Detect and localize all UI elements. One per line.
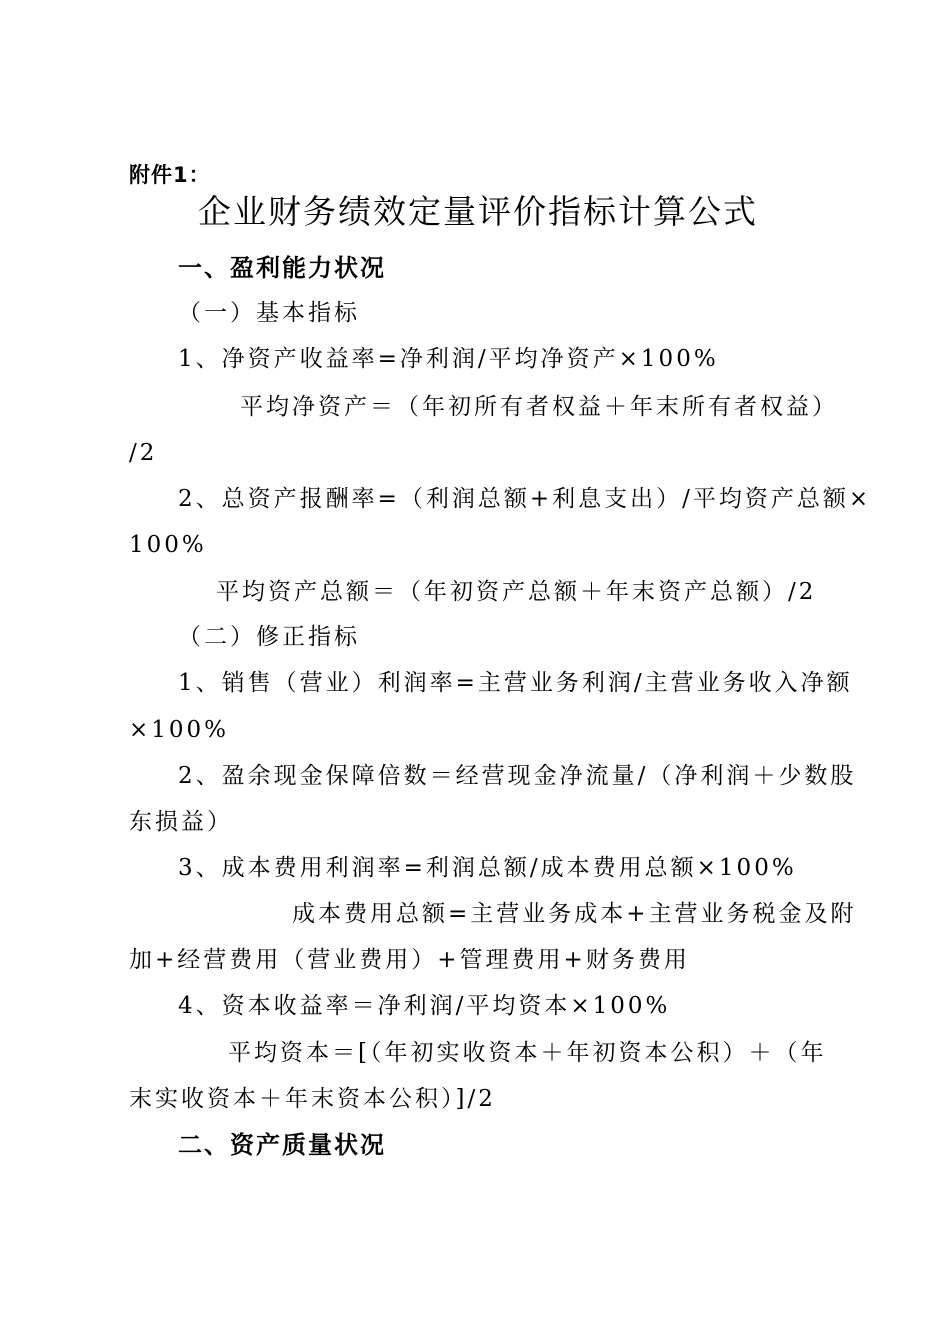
formula-roa: 2、总资产报酬率=（利润总额+利息支出）/平均资产总额× xyxy=(178,486,872,512)
page-title: 企业财务绩效定量评价指标计算公式 xyxy=(198,192,758,231)
formula-total-cost: 成本费用总额=主营业务成本+主营业务税金及附 xyxy=(292,901,857,927)
formula-avg-total-assets: 平均资产总额＝（年初资产总额＋年末资产总额）/2 xyxy=(216,579,817,605)
formula-avg-net-assets-cont: /2 xyxy=(129,440,158,466)
formula-avg-net-assets: 平均净资产＝（年初所有者权益＋年末所有者权益） xyxy=(240,394,838,420)
formula-capital-return: 4、资本收益率＝净利润/平均资本×100% xyxy=(178,993,671,1019)
formula-cash-coverage: 2、盈余现金保障倍数＝经营现金净流量/（净利润＋少数股 xyxy=(178,763,857,789)
formula-roa-cont: 100% xyxy=(129,532,207,558)
formula-avg-capital-cont: 末实收资本＋年末资本公积）]/2 xyxy=(129,1086,496,1112)
section-heading-asset-quality: 二、资产质量状况 xyxy=(178,1131,386,1159)
formula-total-cost-cont: 加+经营费用（营业费用）+管理费用+财务费用 xyxy=(129,947,690,973)
subsection-basic-indicators: （一）基本指标 xyxy=(178,300,360,326)
formula-sales-profit-margin: 1、销售（营业）利润率=主营业务利润/主营业务收入净额 xyxy=(178,670,853,696)
subsection-adjusted-indicators: （二）修正指标 xyxy=(178,624,360,650)
formula-cost-profit-ratio: 3、成本费用利润率=利润总额/成本费用总额×100% xyxy=(178,855,797,881)
section-heading-profitability: 一、盈利能力状况 xyxy=(178,254,386,282)
formula-roe: 1、净资产收益率=净利润/平均净资产×100% xyxy=(178,346,719,372)
attachment-label: 附件1： xyxy=(129,163,211,187)
formula-cash-coverage-cont: 东损益） xyxy=(129,809,233,835)
formula-sales-profit-margin-cont: ×100% xyxy=(129,717,230,743)
formula-avg-capital: 平均资本＝[（年初实收资本＋年初资本公积）＋（年 xyxy=(228,1040,827,1066)
